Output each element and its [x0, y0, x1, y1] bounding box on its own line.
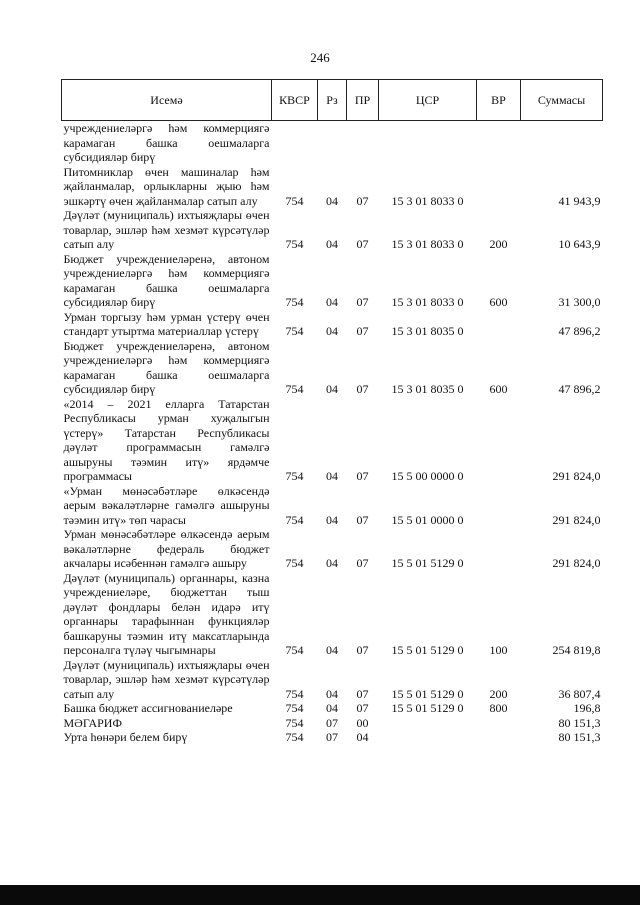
cell-pr: 07 — [356, 512, 369, 527]
cell-sum: 41 943,9 — [558, 193, 601, 208]
cell-kvsr: 754 — [285, 686, 304, 701]
cell-rz: 04 — [326, 193, 338, 208]
cell-pr: 07 — [356, 382, 369, 396]
cell-name: Урман мөнәсәбәтләре өлкәсендә аерым вәкаләтләрне федераль бюджет акчалары исәбеннән гамәлгә ашыру — [63, 527, 270, 570]
cell-rz: 04 — [326, 382, 338, 396]
cell-rz — [318, 121, 347, 165]
cell-pr: 07 — [356, 686, 369, 701]
cell-name: МӘГАРИФ — [63, 715, 122, 730]
cell-csr: 15 5 01 5129 0 — [391, 643, 464, 657]
cell-csr: 15 5 00 0000 0 — [391, 469, 464, 483]
cell-pr: 00 — [356, 715, 369, 730]
cell-sum: 291 824,0 — [552, 556, 601, 570]
cell-csr — [379, 730, 477, 745]
table-row — [62, 252, 603, 310]
cell-vr: 600 — [489, 382, 508, 396]
cell-vr: 100 — [489, 643, 508, 657]
cell-name: учреждениеләргә һәм коммерциягә карамаган башка оешмаларга субсидияләр бирү — [63, 121, 270, 164]
cell-sum: 80 151,3 — [558, 715, 601, 730]
cell-csr — [379, 716, 477, 731]
cell-pr: 07 — [356, 556, 369, 570]
cell-kvsr: 754 — [285, 324, 304, 338]
column-header-rz: Рз — [318, 80, 347, 121]
table-body — [62, 121, 603, 745]
cell-kvsr: 754 — [285, 701, 304, 715]
column-header-vr: ВР — [477, 80, 521, 121]
cell-vr: 600 — [489, 295, 508, 309]
cell-name: «2014 – 2021 елларга Татарстан Республикасы урман хуҗалыгын үстерү» Татарстан Республикасы дәүләт программасын гамәлгә ашыруны тәэмин итү» ярдәмче программасы — [63, 396, 270, 483]
column-header-pr: ПР — [347, 80, 379, 121]
cell-vr — [477, 527, 521, 571]
cell-rz: 04 — [326, 469, 338, 483]
cell-rz: 07 — [326, 715, 338, 730]
cell-sum: 47 896,2 — [558, 382, 601, 396]
cell-vr — [477, 121, 521, 165]
cell-kvsr: 754 — [285, 512, 304, 527]
cell-name: Дәүләт (муниципаль) ихтыяҗлары өчен товарлар, эшләр һәм хезмәт күрсәтүләр сатып алу — [63, 208, 270, 251]
page-number: 246 — [310, 50, 330, 65]
table-row — [62, 730, 603, 745]
cell-csr: 15 5 01 5129 0 — [391, 701, 464, 715]
cell-sum: 10 643,9 — [558, 237, 601, 251]
table-row — [62, 658, 603, 702]
cell-pr — [347, 121, 379, 165]
cell-name: Дәүләт (муниципаль) ихтыяҗлары өчен товарлар, эшләр һәм хезмәт күрсәтүләр сатып алу — [63, 657, 270, 701]
table-row — [62, 310, 603, 339]
budget-table-container — [61, 79, 602, 745]
cell-vr: 200 — [489, 237, 508, 251]
cell-kvsr: 754 — [285, 295, 304, 309]
cell-name: Питомниклар өчен машиналар һәм җайланмалар, орлыкларны җыю һәм эшкәртү өчен җайланмалар сатып алу — [63, 164, 270, 208]
cell-rz: 04 — [326, 512, 338, 527]
cell-name: Бюджет учреждениеләренә, автоном учреждениеләргә һәм коммерциягә карамаган башка оешмаларга субсидияләр бирү — [63, 251, 270, 309]
cell-kvsr: 754 — [285, 193, 304, 208]
table-row — [62, 716, 603, 731]
cell-csr: 15 3 01 8033 0 — [391, 237, 464, 251]
cell-sum: 47 896,2 — [558, 324, 601, 338]
table-row — [62, 527, 603, 571]
cell-rz: 04 — [326, 686, 338, 701]
cell-name: Дәүләт (муниципаль) органнары, казна учреждениеләре, бюджеттан тыш дәүләт фондлары белән идарә итү органнары тарафыннан функцияләр башкаруны тәэмин итү максатларында персоналга түләү чыгымнары — [63, 570, 270, 657]
cell-vr — [477, 397, 521, 484]
cell-csr: 15 3 01 8035 0 — [391, 382, 464, 396]
cell-name: Урта һөнәри белем бирү — [63, 730, 188, 744]
cell-csr: 15 3 01 8033 0 — [391, 193, 464, 208]
cell-sum: 291 824,0 — [552, 469, 601, 483]
column-header-name: Исемә — [62, 80, 272, 121]
table-row — [62, 208, 603, 252]
cell-kvsr: 754 — [285, 382, 304, 396]
cell-vr: 800 — [489, 701, 508, 715]
cell-csr: 15 3 01 8035 0 — [391, 324, 464, 338]
cell-sum: 31 300,0 — [558, 295, 601, 309]
cell-pr: 07 — [356, 469, 369, 483]
cell-pr: 07 — [356, 701, 369, 715]
cell-vr — [477, 730, 521, 745]
cell-pr: 07 — [356, 295, 369, 309]
cell-kvsr: 754 — [285, 469, 304, 483]
scan-bottom-edge — [0, 885, 640, 905]
cell-sum — [521, 121, 603, 165]
budget-table — [61, 79, 603, 745]
cell-sum: 291 824,0 — [552, 512, 601, 527]
table-row — [62, 165, 603, 209]
cell-sum: 36 807,4 — [558, 686, 601, 701]
cell-kvsr — [272, 121, 318, 165]
cell-sum: 80 151,3 — [558, 730, 601, 744]
table-row — [62, 484, 603, 528]
table-header-row — [62, 80, 603, 121]
cell-kvsr: 754 — [285, 556, 304, 570]
cell-pr: 07 — [356, 237, 369, 251]
cell-pr: 07 — [356, 193, 369, 208]
cell-vr — [477, 484, 521, 528]
cell-rz: 07 — [326, 730, 338, 744]
cell-name: «Урман мөнәсәбәтләре өлкәсендә аерым вәкаләтләрне гамәлгә ашыруны тәэмин итү» төп чарасы — [63, 483, 270, 527]
cell-pr: 07 — [356, 643, 369, 657]
cell-csr — [379, 121, 477, 165]
cell-rz: 04 — [326, 643, 338, 657]
cell-csr: 15 5 01 5129 0 — [391, 686, 464, 701]
table-row — [62, 121, 603, 165]
cell-vr: 200 — [489, 686, 508, 701]
table-row — [62, 339, 603, 397]
cell-sum: 196,8 — [573, 701, 601, 715]
cell-kvsr: 754 — [285, 715, 304, 730]
column-header-kvsr: КВСР — [272, 80, 318, 121]
column-header-sum: Суммасы — [521, 80, 603, 121]
table-row — [62, 397, 603, 484]
cell-rz: 04 — [326, 295, 338, 309]
cell-sum: 254 819,8 — [552, 643, 601, 657]
cell-vr — [477, 165, 521, 209]
cell-kvsr: 754 — [285, 730, 304, 744]
cell-rz: 04 — [326, 556, 338, 570]
cell-pr: 04 — [356, 730, 369, 744]
table-row — [62, 701, 603, 716]
cell-csr: 15 3 01 8033 0 — [391, 295, 464, 309]
cell-rz: 04 — [326, 324, 338, 338]
cell-csr: 15 5 01 0000 0 — [391, 512, 464, 527]
column-header-csr: ЦСР — [379, 80, 477, 121]
cell-name: Урман торгызу һәм урман үстерү өчен стандарт утыртма материаллар үстерү — [63, 309, 270, 338]
cell-vr — [477, 310, 521, 339]
cell-kvsr: 754 — [285, 643, 304, 657]
cell-name: Башка бюджет ассигнованиеләре — [63, 701, 233, 715]
cell-vr — [477, 716, 521, 731]
cell-rz: 04 — [326, 701, 338, 715]
cell-name: Бюджет учреждениеләренә, автоном учреждениеләргә һәм коммерциягә карамаган башка оешмаларга субсидияләр бирү — [63, 338, 270, 396]
table-row — [62, 571, 603, 658]
cell-rz: 04 — [326, 237, 338, 251]
cell-csr: 15 5 01 5129 0 — [391, 556, 464, 570]
cell-kvsr: 754 — [285, 237, 304, 251]
cell-pr: 07 — [356, 324, 369, 338]
